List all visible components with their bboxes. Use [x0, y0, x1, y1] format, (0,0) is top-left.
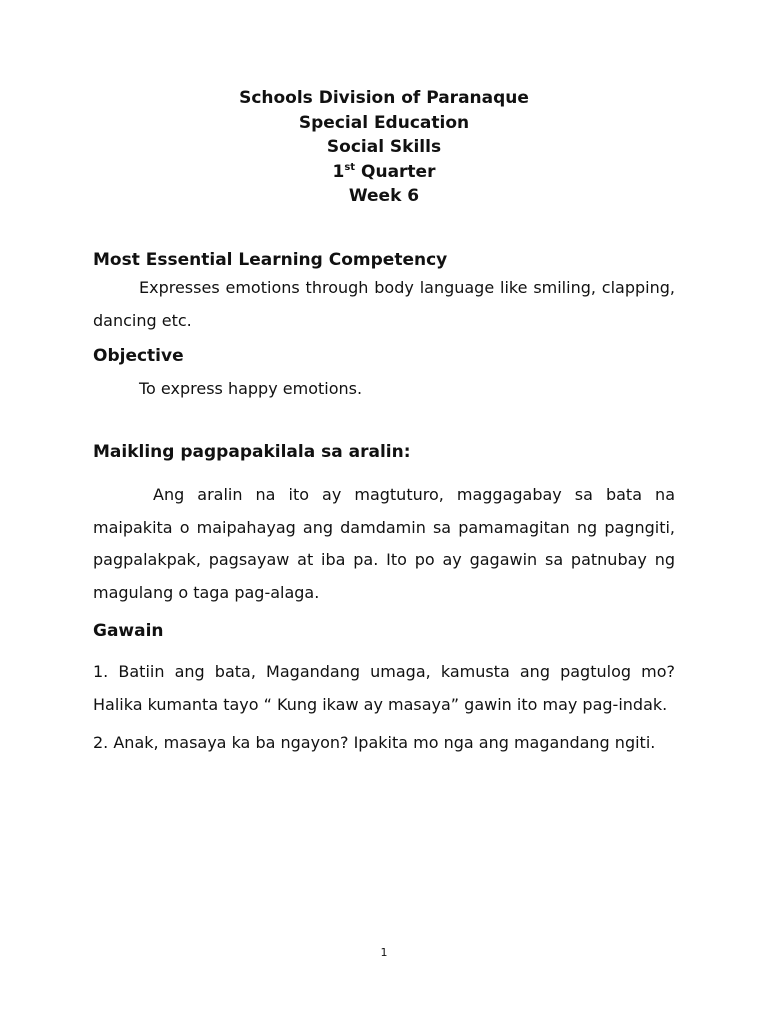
week-title: Week 6 — [348, 186, 420, 206]
document-header — [0, 86, 768, 209]
gawain-heading: Gawain — [93, 621, 164, 641]
intro-text: Ang aralin na ito ay magtuturo, maggagabay sa bata na maipakita o maipahayag ang damdamin sa pamamagitan ng pagngiti, pagpalakpak, pagsayaw at iba pa. Ito po ay gagawin sa patnubay ng magulang o taga pag-alaga. — [93, 485, 675, 602]
objective-section — [93, 344, 675, 401]
quarter-number: 1 — [332, 161, 345, 182]
school-division-title: Schools Division of Paranaque — [239, 88, 529, 108]
competency-text: Expresses emotions through body language like smiling, clapping, dancing etc. — [93, 278, 675, 330]
subject-title: Social Skills — [326, 137, 442, 157]
quarter-title — [0, 160, 768, 185]
gawain-item-1: 1. Batiin ang bata, Magandang umaga, kamusta ang pagtulog mo? Halika kumanta tayo “ Kung ikaw ay masaya” gawin ito may pag-indak. — [93, 662, 675, 714]
gawain-item-2: 2. Anak, masaya ka ba ngayon? Ipakita mo nga ang magandang ngiti. — [93, 733, 656, 752]
quarter-suffix: st — [344, 161, 356, 173]
objective-heading: Objective — [93, 346, 184, 366]
gawain-section — [93, 619, 675, 760]
objective-text: To express happy emotions. — [139, 379, 363, 398]
quarter-word: Quarter — [361, 161, 436, 182]
intro-heading: Maikling pagpapakilala sa aralin: — [93, 442, 411, 462]
intro-section — [93, 440, 675, 609]
competency-heading: Most Essential Learning Competency — [93, 250, 448, 270]
page-number: 1 — [380, 946, 388, 959]
program-title: Special Education — [298, 112, 470, 133]
competency-section — [93, 248, 675, 337]
